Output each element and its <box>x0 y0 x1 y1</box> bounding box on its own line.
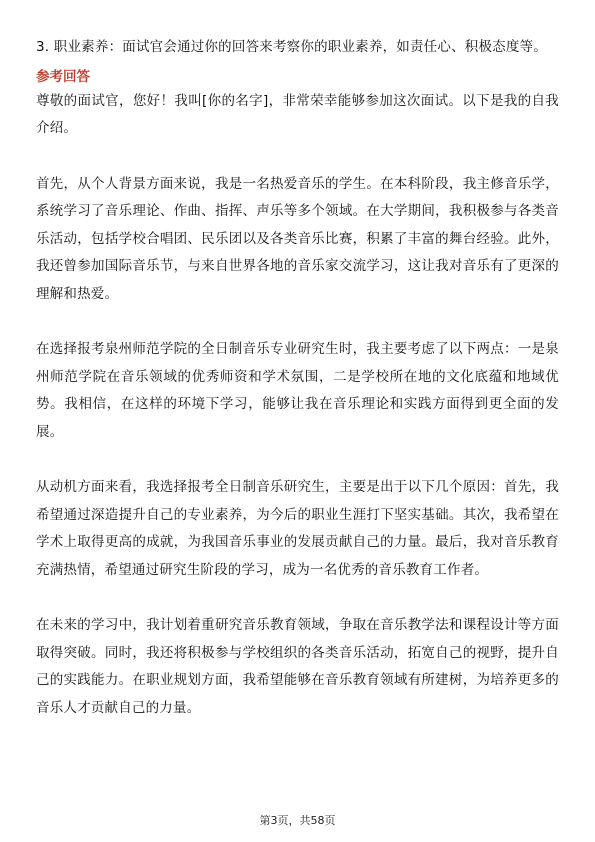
paragraph-greeting: 尊敬的面试官，您好！我叫[你的名字]，非常荣幸能够参加这次面试。以下是我的自我介绍。 <box>36 92 559 136</box>
intro-item: 3. 职业素养：面试官会通过你的回答来考察你的职业素养，如责任心、积极态度等。 <box>36 39 547 55</box>
paragraph-motivation: 从动机方面来看，我选择报考全日制音乐研究生，主要是出于以下几个原因：首先，我希望通过深造提升自己的专业素养，为今后的职业生涯打下坚实基础。其次，我希望在学术上取得更高的成就，为我国音乐事业的发展贡献自己的力量。最后，我对音乐教育充满热情，希望通过研究生阶段的学习，成为一名优秀的音乐教育工作者。 <box>36 479 559 578</box>
page-number-footer: 第3页，共58页 <box>259 814 336 827</box>
page-content <box>36 34 559 722</box>
paragraph-gap <box>36 446 559 474</box>
paragraph-future-plan: 在未来的学习中，我计划着重研究音乐教育领域，争取在音乐教学法和课程设计等方面取得突破。同时，我还将积极参与学校组织的各类音乐活动，拓宽自己的视野，提升自己的实践能力。在职业规划方面，我希望能够在音乐教育领域有所建树，为培养更多的音乐人才贡献自己的力量。 <box>36 617 559 716</box>
paragraph-background: 首先，从个人背景方面来说，我是一名热爱音乐的学生。在本科阶段，我主修音乐学，系统学习了音乐理论、作曲、指挥、声乐等多个领域。在大学期间，我积极参与各类音乐活动，包括学校合唱团、民乐团以及各类音乐比赛，积累了丰富的舞台经验。此外，我还曾参加国际音乐节，与来自世界各地的音乐家交流学习，这让我对音乐有了更深的理解和热爱。 <box>36 175 559 302</box>
paragraph-gap <box>36 143 559 171</box>
paragraph-school-choice: 在选择报考泉州师范学院的全日制音乐专业研究生时，我主要考虑了以下两点：一是泉州师范学院在音乐领域的优秀师资和学术氛围，二是学校所在地的文化底蕴和地域优势。我相信，在这样的环境下学习，能够让我在音乐理论和实践方面得到更全面的发展。 <box>36 341 559 440</box>
answer-heading: 参考回答 <box>36 68 90 85</box>
paragraph-gap <box>36 308 559 336</box>
paragraph-gap <box>36 584 559 612</box>
